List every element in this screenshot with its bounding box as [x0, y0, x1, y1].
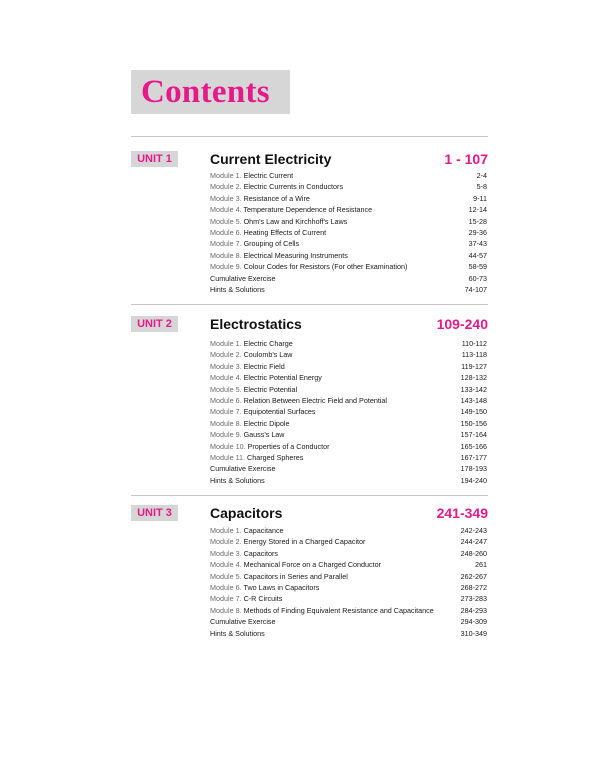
toc-entry-label — [210, 372, 322, 383]
toc-entry — [210, 361, 487, 372]
toc-entry-title: Relation Between Electric Field and Potential — [243, 395, 388, 405]
toc-module-number: Module 1. — [210, 526, 242, 535]
toc-entry-title: Electric Currents in Conductors — [243, 182, 344, 192]
toc-module-number: Module 5. — [210, 216, 242, 226]
toc-entry-pages: 242-243 — [460, 526, 487, 535]
toc-entry-pages: 244-247 — [460, 537, 487, 547]
toc-entry-label — [210, 227, 326, 238]
toc-entry-pages: 29-36 — [468, 227, 487, 237]
toc-entry — [210, 349, 487, 360]
unit-2-page-range: 109-240 — [436, 316, 488, 332]
unit-3-toc-list — [210, 525, 487, 639]
toc-entry-title: Capacitance — [243, 526, 284, 535]
toc-entry — [210, 605, 487, 616]
toc-entry-pages: 60-73 — [468, 273, 487, 283]
toc-entry — [210, 582, 487, 593]
unit-1-title: Current Electricity — [210, 151, 332, 167]
toc-entry-title: Colour Codes for Resistors (For other Examination) — [243, 262, 408, 272]
toc-entry-title: Gauss's Law — [243, 430, 285, 440]
toc-entry-label — [210, 571, 348, 582]
toc-entry-title: Hints & Solutions — [210, 628, 265, 638]
toc-entry-label — [210, 628, 265, 639]
toc-entry-title: Electric Current — [243, 171, 294, 180]
toc-module-number: Module 6. — [210, 227, 242, 237]
toc-entry-label — [210, 284, 265, 295]
toc-module-number: Module 8. — [210, 250, 242, 260]
toc-entry-label — [210, 216, 347, 227]
toc-entry-label — [210, 452, 303, 463]
toc-entry-pages: 37-43 — [468, 239, 487, 249]
toc-entry-pages: 143-148 — [460, 395, 487, 405]
toc-entry-label — [210, 475, 265, 486]
toc-module-number: Module 5. — [210, 571, 242, 581]
toc-entry — [210, 338, 487, 349]
toc-entry-label — [210, 193, 310, 204]
toc-module-number: Module 2. — [210, 537, 242, 547]
toc-entry — [210, 475, 487, 486]
toc-entry-title: Methods of Finding Equivalent Resistance and Capacitance — [243, 605, 434, 615]
toc-entry-label — [210, 406, 316, 417]
toc-entry-title: Electric Potential Energy — [243, 373, 322, 383]
toc-entry — [210, 593, 487, 604]
toc-entry-label — [210, 536, 365, 547]
toc-module-number: Module 6. — [210, 582, 242, 592]
toc-module-number: Module 8. — [210, 605, 242, 615]
toc-module-number: Module 7. — [210, 239, 242, 249]
toc-entry — [210, 406, 487, 417]
toc-entry-title: Electric Potential — [243, 384, 298, 394]
toc-entry — [210, 429, 487, 440]
toc-entry — [210, 238, 487, 249]
toc-entry-title: Hints & Solutions — [210, 284, 265, 294]
toc-entry-pages: 9-11 — [473, 193, 487, 203]
toc-entry-pages: 113-118 — [461, 350, 487, 360]
toc-module-number: Module 2. — [210, 182, 242, 192]
toc-entry-title: Resistance of a Wire — [243, 193, 310, 203]
toc-module-number: Module 3. — [210, 193, 242, 203]
toc-entry-pages: 58-59 — [468, 262, 487, 272]
toc-entry-label — [210, 525, 284, 536]
toc-entry-title: Coulomb's Law — [243, 350, 293, 360]
toc-module-number: Module 2. — [210, 350, 242, 360]
toc-entry-label — [210, 395, 387, 406]
toc-entry-pages: 167-177 — [460, 452, 487, 462]
toc-entry-label — [210, 250, 348, 261]
toc-entry-pages: 133-142 — [460, 384, 487, 394]
toc-module-number: Module 10. — [210, 441, 246, 451]
toc-entry-label — [210, 548, 278, 559]
divider — [131, 495, 488, 496]
toc-entry-label — [210, 418, 290, 429]
toc-entry-pages: 12-14 — [468, 205, 487, 215]
toc-module-number: Module 7. — [210, 407, 242, 417]
toc-entry — [210, 250, 487, 261]
toc-entry-title: Electric Charge — [243, 339, 293, 348]
toc-entry-title: Ohm's Law and Kirchhoff's Laws — [243, 216, 348, 226]
toc-module-number: Module 11. — [210, 452, 246, 462]
toc-entry-title: Mechanical Force on a Charged Conductor — [243, 560, 382, 570]
toc-module-number: Module 4. — [210, 205, 242, 215]
toc-entry — [210, 559, 487, 570]
toc-entry-title: Energy Stored in a Charged Capacitor — [243, 537, 366, 547]
toc-entry-pages: 194-240 — [460, 475, 487, 485]
toc-entry-title: Temperature Dependence of Resistance — [243, 205, 373, 215]
toc-entry-label — [210, 384, 297, 395]
toc-entry — [210, 452, 487, 463]
toc-entry-pages: 128-132 — [460, 373, 487, 383]
toc-entry-title: Cumulative Exercise — [210, 464, 276, 474]
toc-module-number: Module 1. — [210, 339, 242, 348]
toc-entry-label — [210, 593, 282, 604]
toc-entry-title: Cumulative Exercise — [210, 273, 276, 283]
toc-entry-title: Equipotential Surfaces — [243, 407, 316, 417]
toc-entry-title: Electrical Measuring Instruments — [243, 250, 348, 260]
toc-entry-pages: 74-107 — [464, 284, 487, 294]
toc-entry — [210, 441, 487, 452]
toc-entry — [210, 571, 487, 582]
toc-entry-label — [210, 441, 329, 452]
toc-entry-title: Charged Spheres — [247, 452, 304, 462]
toc-entry — [210, 261, 487, 272]
unit-3-badge: UNIT 3 — [131, 505, 178, 521]
toc-entry-label — [210, 349, 293, 360]
unit-3-title: Capacitors — [210, 505, 283, 521]
toc-entry-label — [210, 582, 319, 593]
toc-module-number: Module 4. — [210, 373, 242, 383]
toc-module-number: Module 3. — [210, 548, 242, 558]
page-title: Contents — [141, 74, 270, 110]
toc-module-number: Module 9. — [210, 262, 242, 272]
toc-entry-label — [210, 261, 407, 272]
toc-entry-title: Properties of a Conductor — [247, 441, 330, 451]
toc-entry-title: Capacitors — [243, 548, 278, 558]
toc-module-number: Module 6. — [210, 395, 242, 405]
toc-entry-title: Electric Dipole — [243, 418, 290, 428]
toc-entry-label — [210, 181, 343, 192]
toc-entry-title: Hints & Solutions — [210, 475, 265, 485]
toc-entry-label — [210, 238, 299, 249]
toc-module-number: Module 4. — [210, 560, 242, 570]
toc-entry — [210, 525, 487, 536]
toc-entry-title: Grouping of Cells — [243, 239, 300, 249]
toc-entry — [210, 204, 487, 215]
toc-entry — [210, 193, 487, 204]
toc-entry-pages: 149-150 — [460, 407, 487, 417]
toc-entry-pages: 294-309 — [460, 617, 487, 627]
toc-entry-pages: 110-112 — [461, 339, 487, 348]
toc-entry-label — [210, 361, 285, 372]
toc-entry — [210, 418, 487, 429]
toc-module-number: Module 3. — [210, 361, 242, 371]
toc-entry-title: Cumulative Exercise — [210, 617, 276, 627]
toc-entry-title: Capacitors in Series and Parallel — [243, 571, 348, 581]
toc-entry-label — [210, 338, 293, 349]
toc-entry-label — [210, 170, 293, 181]
toc-entry — [210, 395, 487, 406]
toc-entry — [210, 273, 487, 284]
unit-1-badge: UNIT 1 — [131, 151, 178, 167]
toc-entry-label — [210, 559, 381, 570]
toc-entry-pages: 284-293 — [460, 605, 487, 615]
unit-3-page-range: 241-349 — [436, 505, 488, 521]
toc-module-number: Module 8. — [210, 418, 242, 428]
divider — [131, 304, 488, 305]
toc-entry — [210, 372, 487, 383]
toc-entry-pages: 248-260 — [460, 548, 487, 558]
toc-entry-pages: 15-28 — [468, 216, 487, 226]
page-title-box — [131, 70, 290, 114]
divider — [131, 136, 488, 137]
toc-entry-pages: 178-193 — [460, 464, 487, 474]
unit-1-page-range: 1 - 107 — [444, 151, 488, 167]
toc-entry-pages: 273-283 — [460, 594, 487, 604]
toc-entry — [210, 384, 487, 395]
toc-module-number: Module 7. — [210, 594, 242, 604]
unit-1-toc-list — [210, 170, 487, 295]
toc-entry — [210, 227, 487, 238]
toc-entry — [210, 616, 487, 627]
toc-entry — [210, 284, 487, 295]
toc-entry-pages: 5-8 — [476, 182, 487, 192]
toc-entry — [210, 463, 487, 474]
toc-module-number: Module 1. — [210, 171, 242, 180]
toc-module-number: Module 5. — [210, 384, 242, 394]
toc-entry — [210, 536, 487, 547]
toc-entry-pages: 165-166 — [460, 441, 487, 451]
toc-entry-pages: 2-4 — [476, 171, 487, 180]
toc-entry-title: Two Laws in Capacitors — [243, 582, 320, 592]
toc-entry-pages: 268-272 — [460, 582, 487, 592]
unit-2-toc-list — [210, 338, 487, 486]
toc-entry-pages: 262-267 — [460, 571, 487, 581]
toc-entry-pages: 157-164 — [460, 430, 487, 440]
toc-entry-pages: 44-57 — [468, 250, 487, 260]
toc-entry — [210, 170, 487, 181]
unit-2-badge: UNIT 2 — [131, 316, 178, 332]
toc-entry-pages: 310-349 — [460, 628, 487, 638]
toc-entry-pages: 150-156 — [460, 418, 487, 428]
toc-entry-label — [210, 605, 434, 616]
toc-entry — [210, 216, 487, 227]
toc-entry-pages: 261 — [475, 560, 487, 570]
toc-entry-label — [210, 463, 276, 474]
toc-entry — [210, 548, 487, 559]
toc-entry-pages: 119-127 — [461, 361, 487, 371]
toc-entry-title: Heating Effects of Current — [243, 227, 327, 237]
toc-entry-label — [210, 204, 372, 215]
toc-entry-label — [210, 429, 285, 440]
toc-entry-title: Electric Field — [243, 361, 285, 371]
toc-entry-label — [210, 616, 276, 627]
toc-entry — [210, 181, 487, 192]
unit-2-title: Electrostatics — [210, 316, 302, 332]
toc-entry-title: C-R Circuits — [243, 594, 283, 604]
toc-entry — [210, 628, 487, 639]
toc-module-number: Module 9. — [210, 430, 242, 440]
toc-entry-label — [210, 273, 276, 284]
